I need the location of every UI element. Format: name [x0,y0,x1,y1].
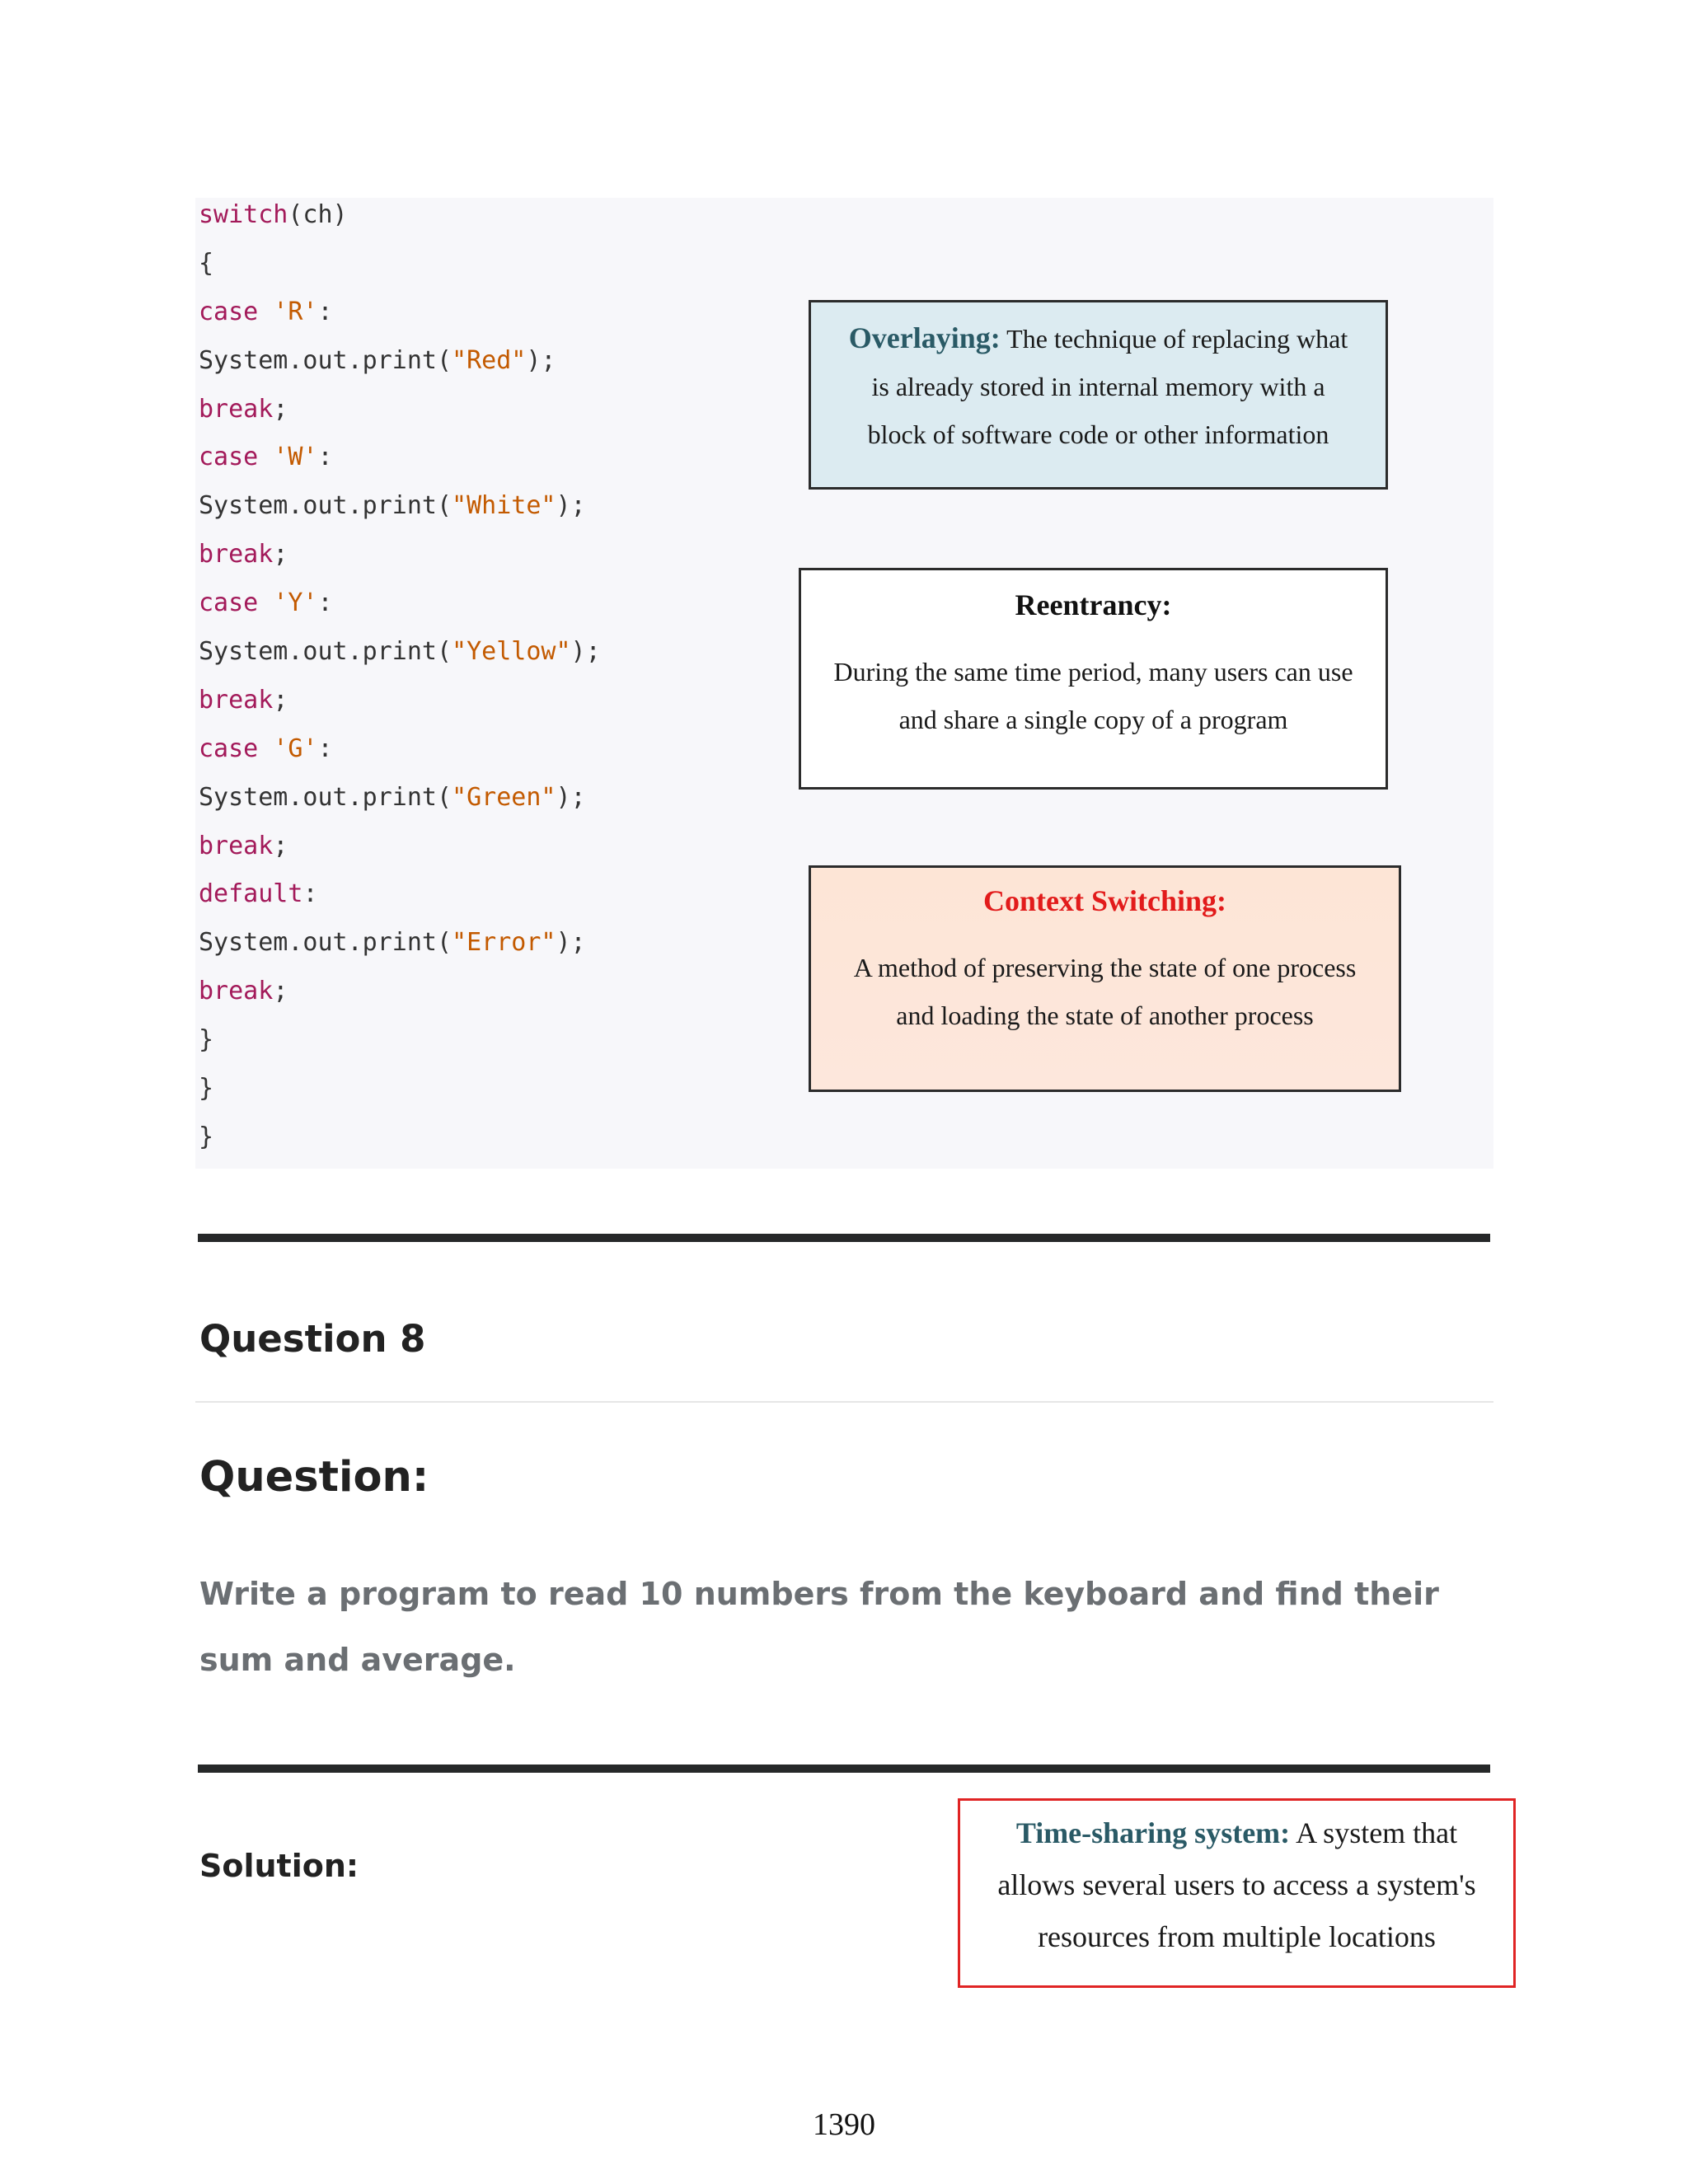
reentrancy-title: Reentrancy: [1015,588,1172,621]
code-string: "Yellow" [452,637,571,667]
code-line [199,440,601,489]
code-keyword: break [199,831,274,860]
time-sharing-line3: resources from multiple locations [1038,1920,1436,1953]
code-text: ; [273,831,288,860]
code-text: (ch) [288,200,348,229]
code-line [199,586,601,635]
code-line [199,974,601,1023]
code-keyword: break [199,394,274,424]
code-text: System.out.print( [199,345,452,375]
code-keyword: case [199,588,274,618]
overlaying-callout [809,300,1388,490]
code-text: : [317,443,333,472]
code-text: : [317,588,333,618]
code-text: ; [273,540,288,569]
code-line [199,295,601,344]
time-sharing-callout [958,1798,1516,1988]
code-text: ; [273,394,288,424]
code-text: ); [526,345,556,375]
code-line [199,392,601,441]
question-text: Write a program to read 10 numbers from the keyboard and find their sum and average. [199,1576,1439,1678]
overlaying-line2: is already stored in internal memory with a [871,372,1325,401]
overlaying-line1: The technique of replacing what [1000,324,1348,354]
code-keyword: default [199,879,303,909]
code-line [199,683,601,732]
code-text: } [199,1074,214,1104]
code-line [199,1120,601,1169]
code-line [199,198,601,246]
code-text: System.out.print( [199,491,452,521]
code-text: { [199,248,214,278]
question-heading: Question: [199,1453,429,1502]
code-lines [199,198,601,1169]
code-string: "Error" [452,928,556,958]
solution-label: Solution: [199,1848,359,1884]
code-text: ); [570,637,601,667]
time-sharing-line1: A system that [1290,1816,1458,1849]
code-keyword: case [199,733,274,763]
section-divider [198,1234,1490,1242]
code-line [199,1023,601,1071]
code-line [199,344,601,392]
context-switching-callout [809,865,1401,1092]
code-text: ; [273,685,288,715]
code-text: System.out.print( [199,782,452,812]
code-line [199,246,601,295]
code-line [199,926,601,974]
code-line [199,537,601,586]
overlaying-line3: block of software code or other information [867,419,1329,449]
context-switching-description [826,944,1384,1039]
time-sharing-term: Time-sharing system: [1015,1816,1291,1849]
code-line [199,635,601,683]
code-line [199,732,601,780]
code-line [199,489,601,537]
code-text: : [317,733,333,763]
code-keyword: case [199,443,274,472]
code-keyword: break [199,540,274,569]
code-text: System.out.print( [199,928,452,958]
code-keyword: break [199,977,274,1006]
code-keyword: switch [199,200,288,229]
context-switching-title: Context Switching: [983,884,1226,917]
time-sharing-line2: allows several users to access a system's [997,1868,1476,1901]
question-number: Question 8 [199,1317,426,1361]
code-line [199,877,601,926]
code-keyword: case [199,297,274,326]
code-text: ); [556,928,586,958]
reentrancy-description [816,648,1371,743]
code-line [199,780,601,829]
code-line [199,1071,601,1120]
reentrancy-callout [799,568,1388,790]
code-keyword: break [199,685,274,715]
code-text: : [317,297,333,326]
code-string: 'R' [273,297,318,326]
question-underline [195,1401,1493,1403]
context-switching-line1: A method of preserving the state of one process [853,953,1357,982]
code-text: ); [556,782,586,812]
reentrancy-line2: and share a single copy of a program [898,705,1288,734]
code-string: "White" [452,491,556,521]
context-switching-line2: and loading the state of another process [896,1001,1314,1030]
code-text: : [302,879,318,909]
code-text: } [199,1122,214,1151]
code-string: "Green" [452,782,556,812]
code-string: 'G' [273,733,318,763]
code-string: 'W' [273,443,318,472]
code-text: System.out.print( [199,637,452,667]
code-string: "Red" [452,345,527,375]
code-text: ; [273,977,288,1006]
code-text: ); [556,491,586,521]
code-string: 'Y' [273,588,318,618]
overlaying-term: Overlaying: [848,321,1001,354]
page-number: 1390 [813,2107,875,2142]
solution-divider [198,1765,1490,1773]
code-text: } [199,1025,214,1055]
reentrancy-line1: During the same time period, many users can use [833,657,1353,687]
code-line [199,829,601,878]
